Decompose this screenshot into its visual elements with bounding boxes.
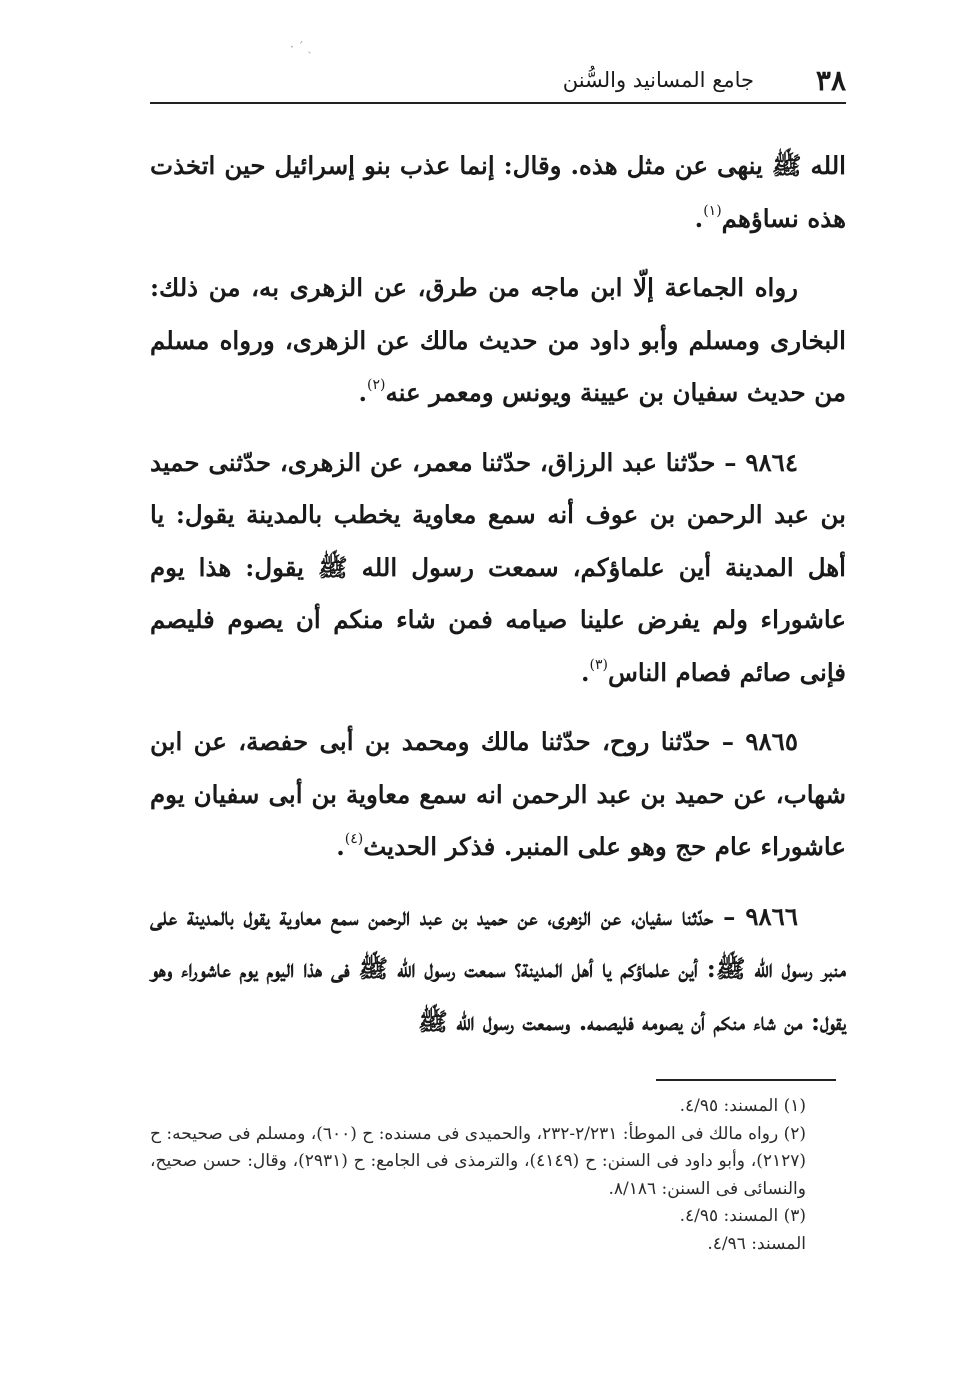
paragraph-text: ٩٨٦٤ – حدّثنا عبد الرزاق، حدّثنا معمر، عن الزهرى، حدّثنى حميد بن عبد الرحمن بن عوف أنه سمع معاوية يخطب بالمدينة يقول: يا أهل المدينة أين علماؤكم، سمعت رسول الله ﷺ يقول: هذا يوم عاشوراء ولم يفرض علينا صيامه فمن شاء منكم أن يصوم فليصم فإنى صائم فصام الناس: [150, 447, 846, 687]
footnote-ref: (٤): [344, 831, 364, 847]
paragraph-text: رواه الجماعة إلّا ابن ماجه من طرق، عن الزهرى به، من ذلك: البخارى ومسلم وأبو داود من حديث مالك عن الزهرى، ورواه مسلم من حديث سفيان بن عيينة ويونس ومعمر عنه: [150, 273, 846, 407]
paragraph-end: .: [336, 832, 345, 861]
paragraph-end: .: [580, 657, 590, 687]
hadith-paragraph: [150, 716, 846, 874]
footnote-rule: [656, 1079, 836, 1081]
page-number: ٣٨: [815, 64, 846, 97]
paragraph-text: ٩٨٦٥ – حدّثنا روح، حدّثنا مالك ومحمد بن أبى حفصة، عن ابن شهاب، عن حميد بن عبد الرحمن انه سمع معاوية بن أبى سفيان يوم عاشوراء عام حج وهو على المنبر. فذكر الحديث: [150, 727, 846, 861]
paragraph-text: الله ﷺ ينهى عن مثل هذه. وقال: إنما عذب بنو إسرائيل حين اتخذت هذه نساؤهم: [150, 151, 846, 233]
running-title: جامع المسانيد والسُّنن: [562, 68, 754, 92]
footnote-2: (٢) رواه مالك فى الموطأ: ٢/٢٣١-٢٣٢، والحميدى فى مسنده: ح (٦٠٠)، ومسلم فى صحيحه: ح (٢١٢٧)، وأبو داود فى السنن: ح (٤١٤٩)، والترمذى فى الجامع: ح (٢٩٣١)، وقال: حسن صحيح، والنسائى فى السنن: ٨/١٨٦.: [150, 1123, 807, 1199]
header-rule: [150, 102, 846, 104]
paragraph-text: ٩٨٦٦ – حدّثنا سفيان، عن الزهرى، عن حميد بن عبد الرحمن سمع معاوية يقول بالمدينة على منبر رسول الله ﷺ: أين علماؤكم يا أهل المدينة؟ سمعت رسول الله ﷺ فى هذا اليوم يوم عاشوراء وهو يقول: من شاء منكم أن يصومه فليصمه. وسمعت رسول الله ﷺ: [150, 901, 846, 1036]
footnote-4: المسند: ٤/٩٦.: [707, 1233, 806, 1254]
paragraph: [150, 140, 846, 245]
footnote-1: (١) المسند: ٤/٩٥.: [679, 1096, 806, 1116]
page-header: [150, 62, 846, 102]
paragraph-end: .: [694, 203, 704, 233]
paragraph-end: .: [358, 378, 368, 407]
footnote-ref: (١): [703, 202, 722, 219]
hadith-paragraph: [150, 437, 846, 700]
footnote-3: (٣) المسند: ٤/٩٥.: [679, 1206, 806, 1226]
scan-speck: · ˊ ˎ: [290, 40, 312, 54]
hadith-paragraph: [150, 891, 846, 1049]
main-text: [150, 140, 846, 1048]
footnote-ref: (٢): [367, 377, 386, 393]
footnote-ref: (٣): [589, 656, 608, 673]
footnotes: [150, 1093, 846, 1258]
paragraph: [150, 262, 846, 420]
